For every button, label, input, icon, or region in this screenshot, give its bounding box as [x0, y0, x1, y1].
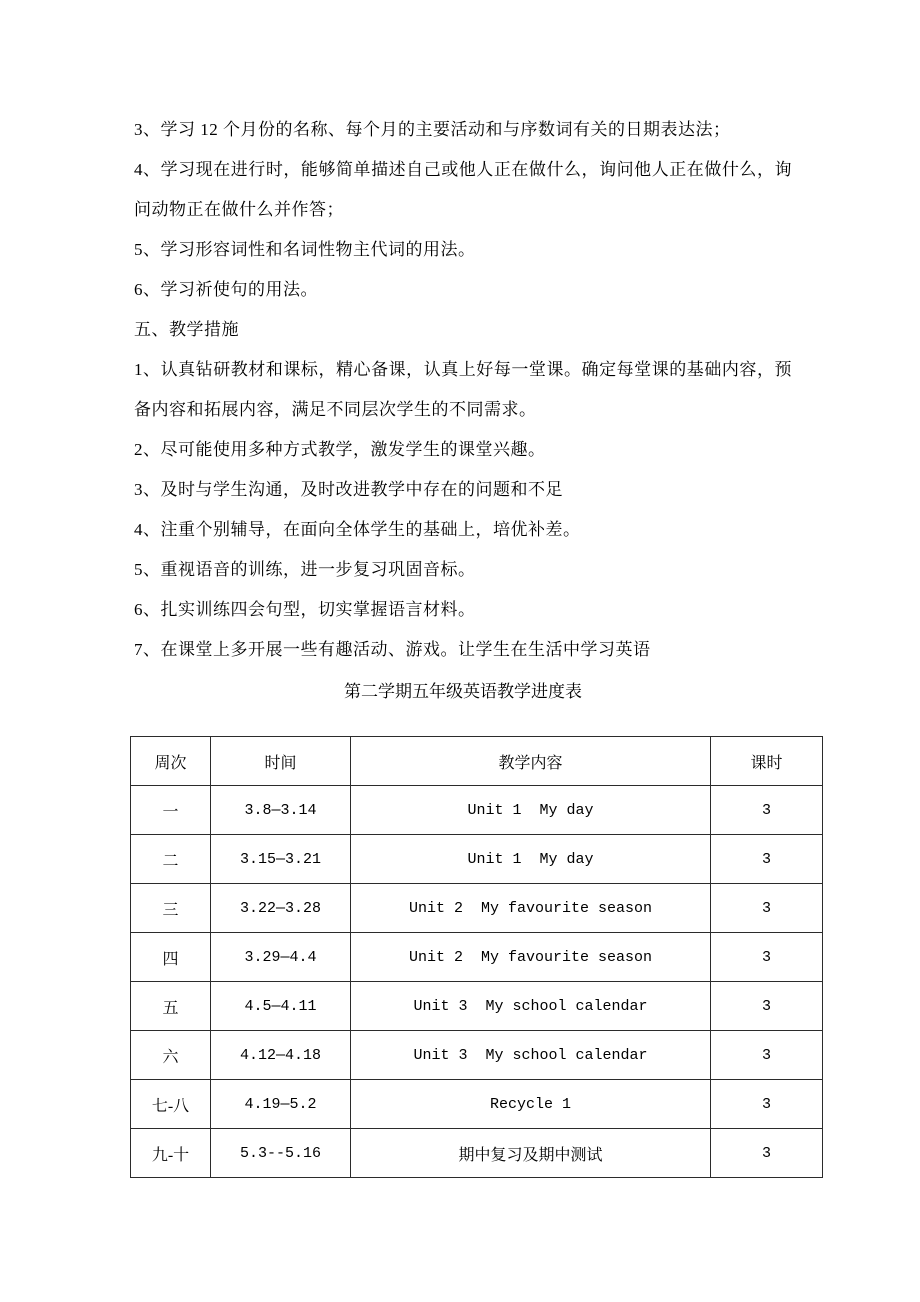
cell-hours: 3: [711, 1129, 823, 1178]
paragraph-measure-2: 2、尽可能使用多种方式教学，激发学生的课堂兴趣。: [134, 440, 546, 459]
table-row: [131, 1080, 823, 1129]
cell-time: 5.3--5.16: [211, 1129, 351, 1178]
cell-week: 七-八: [131, 1080, 211, 1129]
cell-time: 3.15—3.21: [211, 835, 351, 884]
cell-week: 四: [131, 933, 211, 982]
cell-hours: 3: [711, 786, 823, 835]
paragraph-present-progressive: 4、学习现在进行时，能够简单描述自己或他人正在做什么，询问他人正在做什么，询问动物正在做什么并作答；: [134, 160, 792, 219]
header-content: 教学内容: [351, 737, 711, 786]
header-hours: 课时: [711, 737, 823, 786]
schedule-table-title: 第二学期五年级英语教学进度表: [344, 682, 582, 701]
cell-week: 二: [131, 835, 211, 884]
cell-time: 4.19—5.2: [211, 1080, 351, 1129]
table-row: [131, 1031, 823, 1080]
cell-content: Unit 3 My school calendar: [351, 982, 711, 1031]
cell-week: 九-十: [131, 1129, 211, 1178]
paragraph-possessive-pronouns: 5、学习形容词性和名词性物主代词的用法。: [134, 240, 476, 259]
cell-time: 4.5—4.11: [211, 982, 351, 1031]
cell-time: 3.22—3.28: [211, 884, 351, 933]
paragraph-measure-7: 7、在课堂上多开展一些有趣活动、游戏。让学生在生活中学习英语: [134, 640, 651, 659]
paragraph-measure-1: 1、认真钻研教材和课标，精心备课，认真上好每一堂课。确定每堂课的基础内容，预备内容和拓展内容，满足不同层次学生的不同需求。: [134, 360, 792, 419]
paragraph-measure-4: 4、注重个别辅导，在面向全体学生的基础上，培优补差。: [134, 520, 581, 539]
cell-hours: 3: [711, 933, 823, 982]
paragraph-measure-3: 3、及时与学生沟通，及时改进教学中存在的问题和不足: [134, 480, 563, 499]
cell-content: Unit 2 My favourite season: [351, 884, 711, 933]
cell-content: 期中复习及期中测试: [351, 1129, 711, 1178]
cell-week: 五: [131, 982, 211, 1031]
paragraph-imperative: 6、学习祈使句的用法。: [134, 280, 318, 299]
cell-content: Unit 3 My school calendar: [351, 1031, 711, 1080]
cell-time: 3.29—4.4: [211, 933, 351, 982]
paragraph-measure-5: 5、重视语音的训练，进一步复习巩固音标。: [134, 560, 476, 579]
cell-hours: 3: [711, 1031, 823, 1080]
paragraph-month-names: 3、学习 12 个月份的名称、每个月的主要活动和与序数词有关的日期表达法；: [134, 120, 731, 139]
cell-time: 4.12—4.18: [211, 1031, 351, 1080]
header-time: 时间: [211, 737, 351, 786]
cell-hours: 3: [711, 982, 823, 1031]
table-row: [131, 835, 823, 884]
cell-hours: 3: [711, 884, 823, 933]
cell-hours: 3: [711, 835, 823, 884]
table-header-row: [131, 737, 823, 786]
table-row: [131, 1129, 823, 1178]
schedule-table: [130, 736, 823, 1178]
header-week: 周次: [131, 737, 211, 786]
section-heading-teaching-measures: 五、教学措施: [134, 320, 239, 339]
cell-content: Unit 2 My favourite season: [351, 933, 711, 982]
cell-content: Recycle 1: [351, 1080, 711, 1129]
cell-hours: 3: [711, 1080, 823, 1129]
table-row: [131, 786, 823, 835]
cell-week: 六: [131, 1031, 211, 1080]
paragraph-measure-6: 6、扎实训练四会句型，切实掌握语言材料。: [134, 600, 476, 619]
cell-time: 3.8—3.14: [211, 786, 351, 835]
body-text: [134, 110, 792, 670]
cell-content: Unit 1 My day: [351, 835, 711, 884]
table-row: [131, 884, 823, 933]
table-row: [131, 933, 823, 982]
cell-content: Unit 1 My day: [351, 786, 711, 835]
cell-week: 三: [131, 884, 211, 933]
cell-week: 一: [131, 786, 211, 835]
table-row: [131, 982, 823, 1031]
